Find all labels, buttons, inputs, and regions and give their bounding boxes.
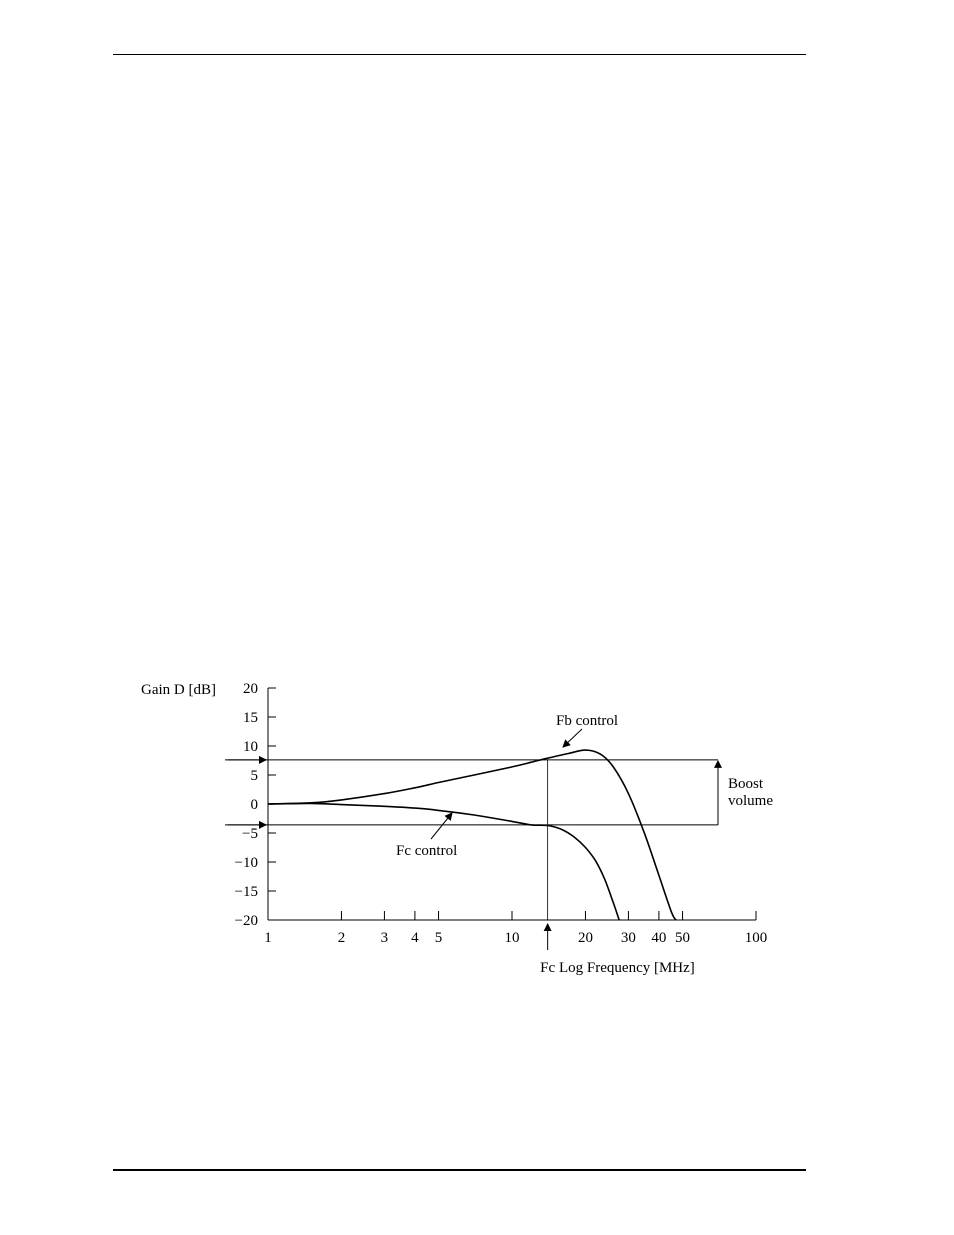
fb-control-curve (268, 750, 676, 920)
y-tick-label: −5 (242, 826, 258, 842)
x-tick-label: 1 (264, 930, 272, 946)
boost-label-line1: Boost (728, 776, 764, 792)
y-tick-label: 15 (243, 710, 258, 726)
y-tick-label: 5 (250, 768, 258, 784)
fb-control-arrow (563, 729, 582, 747)
fb-control-label: Fb control (556, 713, 619, 729)
fc-control-curve (268, 803, 619, 920)
x-tick-label: 2 (337, 930, 346, 946)
boost-label-line2: volume (728, 793, 773, 809)
x-tick-label: 3 (380, 930, 389, 946)
x-axis-label: Log Frequency [MHz] (559, 960, 695, 976)
y-tick-label: 0 (250, 797, 258, 813)
y-tick-label: 10 (243, 739, 258, 755)
fc-control-arrow (431, 813, 452, 839)
y-tick-label: −10 (234, 855, 258, 871)
y-tick-label: −20 (234, 913, 258, 929)
x-tick-label: 100 (744, 930, 768, 946)
x-tick-label: 20 (577, 930, 593, 946)
y-tick-label: −15 (234, 884, 258, 900)
x-tick-label: 4 (411, 930, 419, 946)
x-tick-label: 10 (504, 930, 520, 946)
fc-control-label: Fc control (396, 843, 458, 859)
y-axis-label: Gain D [dB] (141, 682, 216, 698)
x-tick-label: 40 (651, 930, 667, 946)
fc-label: Fc (540, 960, 556, 976)
x-tick-label: 30 (620, 930, 636, 946)
y-tick-label: 20 (243, 681, 258, 697)
x-tick-label: 5 (434, 930, 443, 946)
x-tick-label: 50 (675, 930, 691, 946)
footer-rule (113, 1169, 806, 1171)
